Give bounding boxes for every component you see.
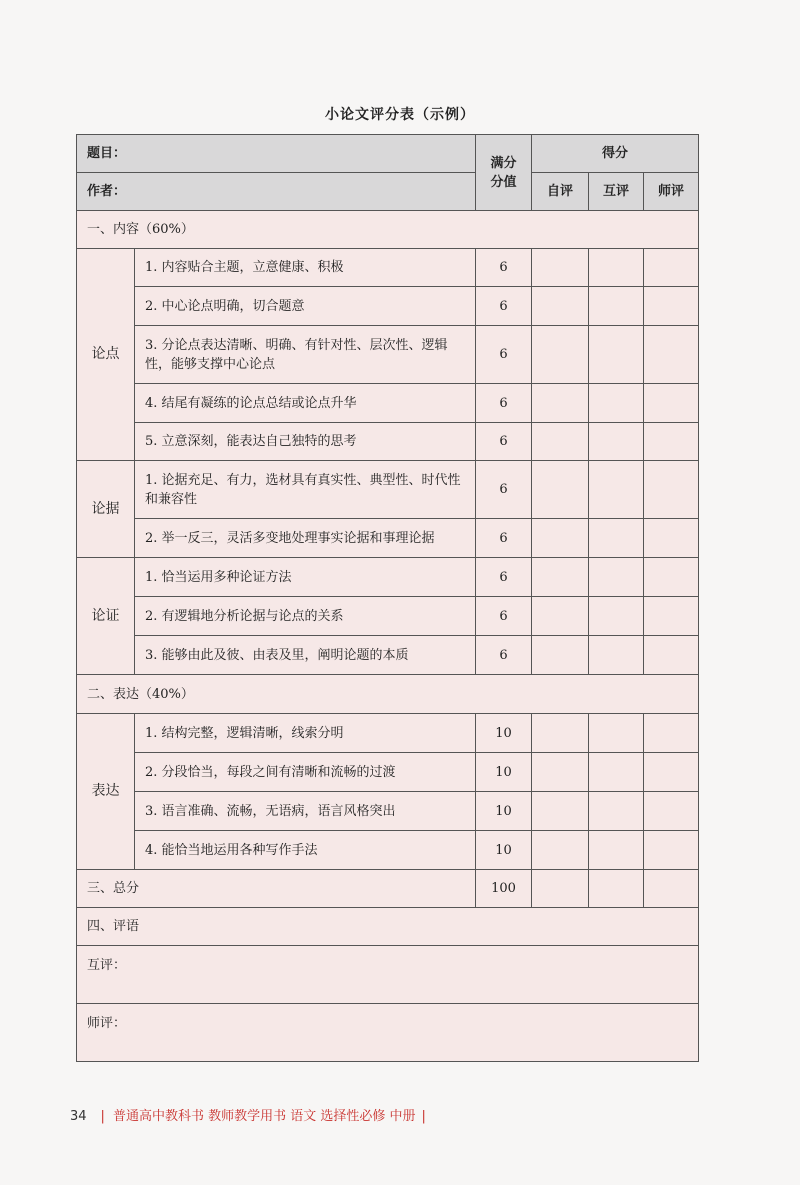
criterion-row <box>77 326 699 384</box>
criterion-text: 2. 中心论点明确，切合题意 <box>135 287 476 326</box>
teacher-eval-cell[interactable] <box>644 384 699 423</box>
peer-eval-cell[interactable] <box>589 597 644 636</box>
full-score-value: 6 <box>476 461 532 519</box>
criterion-text: 4. 结尾有凝练的论点总结或论点升华 <box>135 384 476 423</box>
peer-eval-cell[interactable] <box>589 461 644 519</box>
score-header: 得分 <box>532 135 699 173</box>
topic-label: 题目： <box>77 135 476 173</box>
criterion-row <box>77 384 699 423</box>
self-total-cell[interactable] <box>532 870 589 908</box>
page-number: 34 <box>70 1109 87 1124</box>
criterion-text: 3. 语言准确、流畅，无语病，语言风格突出 <box>135 792 476 831</box>
self-eval-cell[interactable] <box>532 714 589 753</box>
teacher-eval-cell[interactable] <box>644 461 699 519</box>
criterion-text: 1. 结构完整，逻辑清晰，线索分明 <box>135 714 476 753</box>
peer-comment-field[interactable]: 互评： <box>77 946 699 1004</box>
page-title: 小论文评分表（示例） <box>325 107 475 123</box>
criterion-text: 1. 恰当运用多种论证方法 <box>135 558 476 597</box>
criterion-text: 2. 举一反三，灵活多变地处理事实论据和事理论据 <box>135 519 476 558</box>
self-eval-header: 自评 <box>532 173 589 211</box>
self-eval-cell[interactable] <box>532 831 589 870</box>
teacher-eval-cell[interactable] <box>644 519 699 558</box>
criterion-text: 3. 能够由此及彼、由表及里，阐明论题的本质 <box>135 636 476 675</box>
teacher-eval-cell[interactable] <box>644 597 699 636</box>
teacher-eval-cell[interactable] <box>644 831 699 870</box>
peer-eval-header: 互评 <box>589 173 644 211</box>
teacher-eval-cell[interactable] <box>644 714 699 753</box>
criterion-row <box>77 249 699 287</box>
self-eval-cell[interactable] <box>532 423 589 461</box>
teacher-eval-cell[interactable] <box>644 792 699 831</box>
peer-eval-cell[interactable] <box>589 249 644 287</box>
criterion-text: 3. 分论点表达清晰、明确、有针对性、层次性、逻辑性，能够支撑中心论点 <box>135 326 476 384</box>
category-label: 论据 <box>77 461 135 558</box>
self-eval-cell[interactable] <box>532 753 589 792</box>
self-eval-cell[interactable] <box>532 249 589 287</box>
criterion-text: 1. 内容贴合主题，立意健康、积极 <box>135 249 476 287</box>
full-score-value: 6 <box>476 558 532 597</box>
self-eval-cell[interactable] <box>532 326 589 384</box>
peer-eval-cell[interactable] <box>589 558 644 597</box>
full-score-value: 6 <box>476 519 532 558</box>
section-expression-label: 二、表达（40%） <box>77 675 699 714</box>
full-score-value: 6 <box>476 384 532 423</box>
criterion-text: 2. 分段恰当，每段之间有清晰和流畅的过渡 <box>135 753 476 792</box>
full-score-header: 满分 分值 <box>476 135 532 211</box>
criterion-row <box>77 461 699 519</box>
criterion-text: 4. 能恰当地运用各种写作手法 <box>135 831 476 870</box>
peer-eval-cell[interactable] <box>589 792 644 831</box>
peer-eval-cell[interactable] <box>589 714 644 753</box>
full-score-value: 6 <box>476 423 532 461</box>
teacher-comment-field[interactable]: 师评： <box>77 1004 699 1062</box>
teacher-eval-cell[interactable] <box>644 636 699 675</box>
teacher-eval-cell[interactable] <box>644 326 699 384</box>
comments-label: 四、评语 <box>77 908 699 946</box>
full-score-value: 6 <box>476 597 532 636</box>
full-score-value: 10 <box>476 753 532 792</box>
peer-eval-cell[interactable] <box>589 423 644 461</box>
criterion-row <box>77 831 699 870</box>
teacher-eval-cell[interactable] <box>644 287 699 326</box>
peer-eval-cell[interactable] <box>589 384 644 423</box>
criterion-row <box>77 558 699 597</box>
self-eval-cell[interactable] <box>532 558 589 597</box>
full-score-value: 6 <box>476 326 532 384</box>
criterion-text: 5. 立意深刻，能表达自己独特的思考 <box>135 423 476 461</box>
peer-eval-cell[interactable] <box>589 636 644 675</box>
full-score-value: 6 <box>476 249 532 287</box>
footer-divider: | <box>100 1109 105 1124</box>
section-content-label: 一、内容（60%） <box>77 211 699 249</box>
peer-eval-cell[interactable] <box>589 831 644 870</box>
teacher-eval-header: 师评 <box>644 173 699 211</box>
self-eval-cell[interactable] <box>532 461 589 519</box>
criterion-row <box>77 636 699 675</box>
full-score-value: 10 <box>476 792 532 831</box>
teacher-eval-cell[interactable] <box>644 423 699 461</box>
category-label: 表达 <box>77 714 135 870</box>
teacher-eval-cell[interactable] <box>644 558 699 597</box>
full-score-value: 6 <box>476 287 532 326</box>
criterion-text: 1. 论据充足、有力，选材具有真实性、典型性、时代性和兼容性 <box>135 461 476 519</box>
peer-eval-cell[interactable] <box>589 753 644 792</box>
self-eval-cell[interactable] <box>532 519 589 558</box>
teacher-eval-cell[interactable] <box>644 249 699 287</box>
self-eval-cell[interactable] <box>532 792 589 831</box>
self-eval-cell[interactable] <box>532 636 589 675</box>
total-label: 三、总分 <box>77 870 476 908</box>
criterion-text: 2. 有逻辑地分析论据与论点的关系 <box>135 597 476 636</box>
criterion-row <box>77 714 699 753</box>
full-score-value: 6 <box>476 636 532 675</box>
criterion-row <box>77 792 699 831</box>
category-label: 论证 <box>77 558 135 675</box>
teacher-total-cell[interactable] <box>644 870 699 908</box>
scoring-table <box>76 134 699 1062</box>
teacher-eval-cell[interactable] <box>644 753 699 792</box>
criterion-row <box>77 519 699 558</box>
self-eval-cell[interactable] <box>532 287 589 326</box>
book-title: 普通高中教科书 教师教学用书 语文 选择性必修 中册 <box>112 1109 416 1124</box>
peer-total-cell[interactable] <box>589 870 644 908</box>
self-eval-cell[interactable] <box>532 384 589 423</box>
peer-eval-cell[interactable] <box>589 287 644 326</box>
category-label: 论点 <box>77 249 135 461</box>
author-label: 作者： <box>77 173 476 211</box>
criterion-row <box>77 423 699 461</box>
criterion-row <box>77 753 699 792</box>
self-eval-cell[interactable] <box>532 597 589 636</box>
page-footer <box>70 1105 434 1124</box>
criterion-row <box>77 597 699 636</box>
criterion-row <box>77 287 699 326</box>
peer-eval-cell[interactable] <box>589 326 644 384</box>
full-score-value: 10 <box>476 714 532 753</box>
total-score-value: 100 <box>476 870 532 908</box>
full-score-value: 10 <box>476 831 532 870</box>
peer-eval-cell[interactable] <box>589 519 644 558</box>
footer-divider-end: | <box>421 1109 426 1124</box>
